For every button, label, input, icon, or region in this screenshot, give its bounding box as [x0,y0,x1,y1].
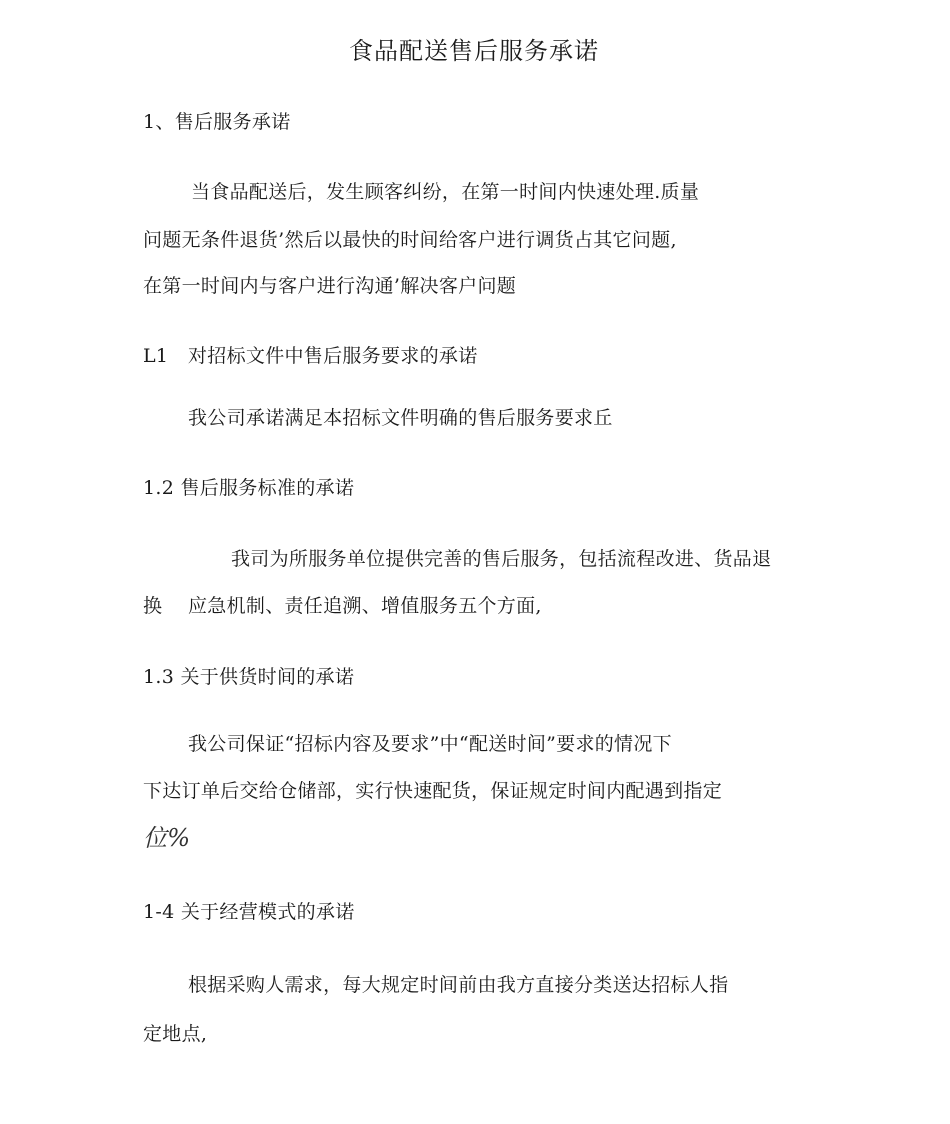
section-1-4-line-1: 根据采购人需求，每大规定时间前由我方直接分类送达招标人指 [188,974,729,996]
document-title: 食品配送售后服务承诺 [349,37,599,65]
section-1-3-line-2: 下达订单后交给仓储部，实行快速配货，保证规定时间内配遇到指定 [143,780,723,802]
section-1-3-line-1: 我公司保证“招标内容及要求”中“配送时间”要求的情况下 [188,733,672,755]
section-1-3-line-3: 位% [143,824,191,852]
section-1-4-line-2: 定地点, [143,1023,208,1045]
section-1-2-line-2b: 应急机制、责任追溯、增值服务五个方面, [188,595,542,617]
section-1-line-2: 问题无条件退货’然后以最快的时间给客户进行调货占其它问题, [143,229,677,251]
section-heading-l1: 对招标文件中售后服务要求的承诺 [188,345,478,367]
section-1-line-3: 在第一时间内与客户进行沟通’解决客户问题 [143,275,517,297]
section-heading-1-2: 1.2 售后服务标准的承诺 [143,477,355,499]
section-heading-1: 1、售后服务承诺 [143,111,291,133]
section-1-line-1: 当食品配送后，发生顾客纠纷，在第一时间内快速处理.质量 [191,181,700,203]
section-heading-1-4: 1-4 关于经营模式的承诺 [143,901,355,923]
section-heading-1-3: 1.3 关于供货时间的承诺 [143,666,355,688]
section-l1-line-1: 我公司承诺满足本招标文件明确的售后服务要求丘 [188,407,613,429]
section-1-2-line-1: 我司为所服务单位提供完善的售后服务，包括流程改进、货品退 [231,548,772,570]
section-1-2-line-2a: 换 [143,595,163,617]
section-heading-l1-number: L1 [143,345,169,367]
